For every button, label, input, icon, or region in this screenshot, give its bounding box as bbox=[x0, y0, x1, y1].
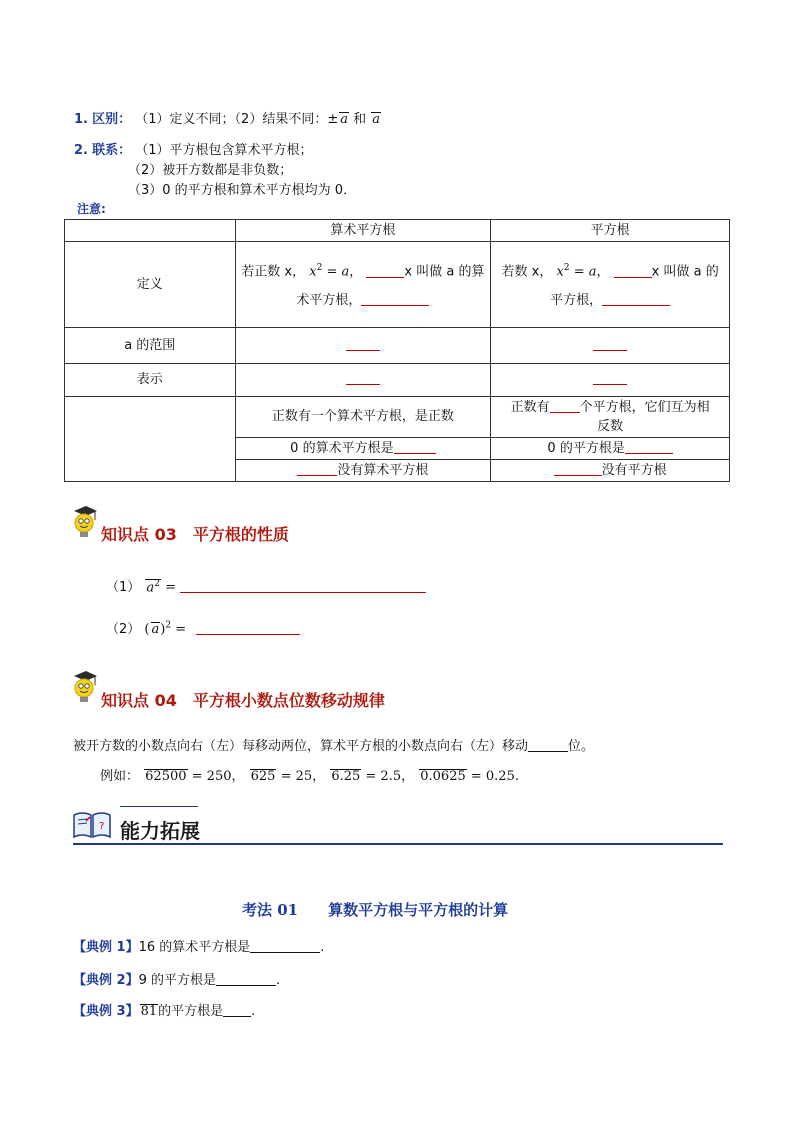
table-row-notation bbox=[65, 364, 730, 397]
table-header-empty bbox=[65, 220, 236, 242]
sqrt-81: 81 bbox=[140, 1004, 158, 1019]
diff-label-1: 区别： bbox=[92, 112, 132, 127]
cell-square-notation bbox=[491, 364, 730, 397]
row-label-properties bbox=[65, 397, 236, 482]
cell-arith-definition: 若正数 x， $x^2 = a$， x 叫做 a 的算 术平方根， bbox=[235, 242, 491, 328]
scholar-bulb-icon bbox=[70, 670, 98, 704]
table-header-square: 平方根 bbox=[491, 220, 730, 242]
scholar-bulb-icon bbox=[70, 505, 98, 539]
comparison-table bbox=[64, 219, 730, 482]
cell-square-definition: 若数 x， $x^2 = a$， x 叫做 a 的 平方根， bbox=[491, 242, 730, 328]
kp04-example: 例如： 62500 = 250， 625 = 25， 6.25 = 2.5， 0.0625 = 0.25. bbox=[100, 769, 519, 784]
cell-arith-range bbox=[235, 328, 491, 364]
example-1: 【典例 1】16 的算术平方根是 . bbox=[73, 940, 325, 955]
table-row-properties-1 bbox=[65, 397, 730, 438]
cell-arith-positive: 正数有一个算术平方根，是正数 bbox=[235, 397, 491, 438]
diff-line-2 bbox=[74, 139, 313, 158]
table-row-definition bbox=[65, 242, 730, 328]
diff-label-2: 联系： bbox=[92, 143, 132, 158]
diff-text-1: （1）定义不同；（2）结果不同：± bbox=[135, 112, 339, 127]
ability-title: 能力拓展 bbox=[120, 819, 200, 843]
svg-text:?: ? bbox=[99, 821, 105, 832]
table-header-row bbox=[65, 220, 730, 242]
cell-square-negative: 没有平方根 bbox=[491, 460, 730, 482]
row-label-definition: 定义 bbox=[65, 242, 236, 328]
blank-red bbox=[602, 293, 670, 306]
kp04-rule: 被开方数的小数点向右（左）每移动两位，算术平方根的小数点向右（左）移动 位。 bbox=[73, 739, 595, 754]
cell-arith-negative: 没有算术平方根 bbox=[235, 460, 491, 482]
cell-square-positive: 正数有 个平方根，它们互为相 反数 bbox=[491, 397, 730, 438]
diff-text-2c: （3）0 的平方根和算术平方根均为 0． bbox=[128, 183, 357, 198]
method-title: 考法 01 算数平方根与平方根的计算 bbox=[242, 901, 509, 919]
example-2: 【典例 2】9 的平方根是 . bbox=[73, 973, 281, 988]
diff-text-2a: （1）平方根包含算术平方根； bbox=[135, 143, 313, 158]
row-label-notation: 表示 bbox=[65, 364, 236, 397]
example-3: 【典例 3】 81的平方根是 . bbox=[73, 1004, 256, 1019]
diff-and: 和 bbox=[353, 112, 367, 127]
table-header-arith: 算术平方根 bbox=[235, 220, 491, 242]
cell-square-zero: 0 的平方根是 bbox=[491, 438, 730, 460]
ability-underline bbox=[73, 843, 723, 845]
diff-num-1: 1. bbox=[74, 112, 88, 127]
diff-num-2: 2. bbox=[74, 143, 88, 158]
blank-red bbox=[614, 265, 652, 278]
ability-top-rule bbox=[120, 806, 198, 807]
diff-line-1 bbox=[74, 108, 381, 127]
table-row-range bbox=[65, 328, 730, 364]
sqrt-a-3: a bbox=[151, 622, 160, 637]
book-icon bbox=[72, 809, 112, 841]
kp03-item-1: （1） $a^2$ = bbox=[106, 576, 426, 595]
sqrt-a-2: a bbox=[372, 112, 381, 127]
kp03-item-2: （2） ( a)$^2$ = bbox=[106, 618, 300, 637]
kp04-title: 知识点 04 平方根小数点位数移动规律 bbox=[101, 691, 385, 710]
sqrt-a-1: a bbox=[340, 112, 348, 127]
diff-text-2b: （2）被开方数都是非负数； bbox=[128, 163, 293, 178]
sqrt-a-squared: $a^2$ bbox=[146, 578, 160, 595]
blank-red bbox=[196, 622, 300, 635]
cell-arith-notation bbox=[235, 364, 491, 397]
cell-arith-zero: 0 的算术平方根是 bbox=[235, 438, 491, 460]
row-label-range: a 的范围 bbox=[65, 328, 236, 364]
blank-red bbox=[361, 293, 429, 306]
blank-red bbox=[180, 580, 426, 593]
cell-square-range bbox=[491, 328, 730, 364]
note-label: 注意: bbox=[77, 202, 106, 216]
blank-red bbox=[366, 265, 404, 278]
kp03-title: 知识点 03 平方根的性质 bbox=[101, 525, 289, 544]
